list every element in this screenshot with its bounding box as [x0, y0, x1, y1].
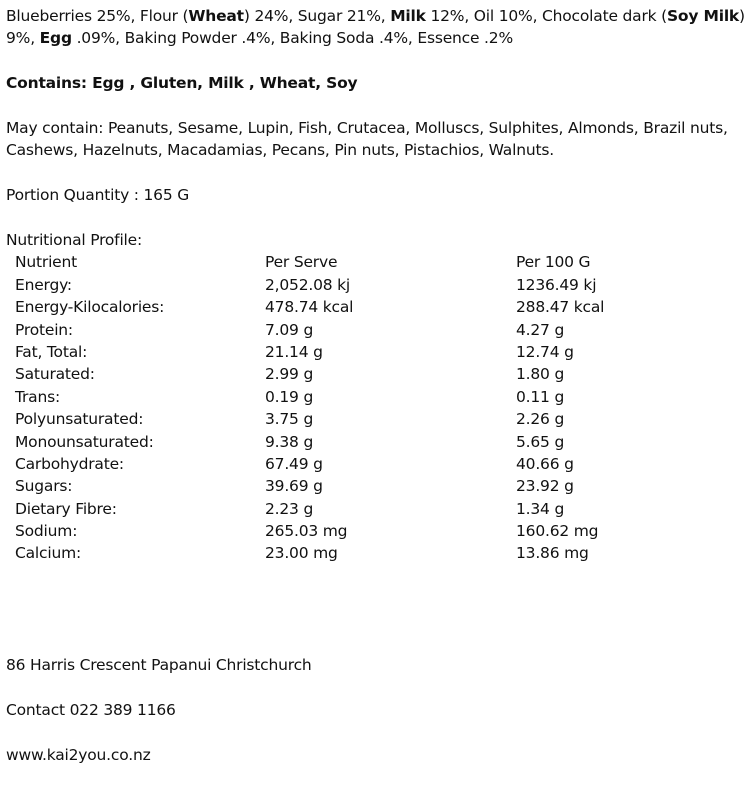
- per-serve-value: 265.03 mg: [265, 522, 348, 541]
- nutrition-row: [6, 453, 746, 475]
- nutrition-row: [6, 542, 746, 564]
- nutrient-name: Saturated:: [15, 365, 95, 384]
- nutrition-row: [6, 319, 746, 341]
- per-serve-value: 21.14 g: [265, 342, 323, 361]
- nutrition-table: [6, 251, 746, 564]
- per-serve-value: 7.09 g: [265, 320, 314, 339]
- allergen-highlight: Egg: [39, 29, 72, 48]
- per-100g-value: 40.66 g: [516, 454, 574, 473]
- allergen-contains: [6, 72, 746, 94]
- portion-quantity: Portion Quantity : 165 G: [6, 186, 190, 205]
- per-100g-value: 1236.49 kj: [516, 275, 597, 294]
- ingredient-text: Blueberries 25%, Flour (: [6, 7, 189, 25]
- may-contain-notice: May contain: Peanuts, Sesame, Lupin, Fish, Crutacea, Molluscs, Sulphites, Almonds, Brazil nuts, Cashews, Hazelnuts, Macadamias, Pecans, Pin nuts, Pistachios, Walnuts.: [6, 119, 728, 160]
- nutrient-name: Energy-Kilocalories:: [15, 298, 165, 317]
- per-serve-value: 2.23 g: [265, 499, 314, 518]
- label-document: [6, 5, 746, 766]
- per-100g-value: 12.74 g: [516, 342, 574, 361]
- ingredient-text: 12%, Oil 10%, Chocolate dark (: [425, 7, 667, 25]
- nutrition-row: [6, 386, 746, 408]
- nutrition-header-row: [6, 251, 746, 273]
- allergen-highlight: Wheat: [188, 7, 244, 25]
- per-100g-value: 5.65 g: [516, 432, 565, 451]
- nutrition-row: [6, 520, 746, 542]
- per-serve-value: 0.19 g: [265, 387, 314, 406]
- per-100g-value: 160.62 mg: [516, 522, 599, 541]
- nutrition-row: [6, 363, 746, 385]
- nutrient-name: Sugars:: [15, 477, 73, 496]
- nutrient-name: Sodium:: [15, 522, 78, 541]
- nutrient-name: Carbohydrate:: [15, 454, 124, 473]
- nutrient-name: Monounsaturated:: [15, 432, 154, 451]
- per-100g-value: 0.11 g: [516, 387, 565, 406]
- nutrient-name: Energy:: [15, 275, 72, 294]
- header-per-serve: Per Serve: [265, 253, 338, 272]
- per-serve-value: 39.69 g: [265, 477, 323, 496]
- per-serve-value: 478.74 kcal: [265, 298, 354, 317]
- nutrition-row: [6, 498, 746, 520]
- address: 86 Harris Crescent Papanui Christchurch: [6, 656, 312, 675]
- nutrient-name: Polyunsaturated:: [15, 410, 144, 429]
- per-serve-value: 23.00 mg: [265, 544, 338, 563]
- ingredient-text: .09%, Baking Powder .4%, Baking Soda .4%, Essence .2%: [71, 29, 513, 48]
- nutrition-row: [6, 475, 746, 497]
- per-serve-value: 67.49 g: [265, 454, 323, 473]
- allergen-highlight: Soy Milk: [666, 7, 740, 25]
- ingredient-text: ) 9%,: [6, 7, 745, 48]
- per-100g-value: 1.34 g: [516, 499, 565, 518]
- nutrition-row: [6, 296, 746, 318]
- allergen-highlight: Milk: [390, 7, 426, 25]
- per-serve-value: 3.75 g: [265, 410, 314, 429]
- per-100g-value: 2.26 g: [516, 410, 565, 429]
- header-per-100g: Per 100 G: [516, 253, 591, 272]
- ingredients-list: [6, 5, 746, 50]
- contact-phone: Contact 022 389 1166: [6, 701, 176, 720]
- per-100g-value: 288.47 kcal: [516, 298, 605, 317]
- per-100g-value: 1.80 g: [516, 365, 565, 384]
- nutrition-heading: Nutritional Profile:: [6, 231, 143, 249]
- header-nutrient: Nutrient: [15, 253, 78, 272]
- per-serve-value: 9.38 g: [265, 432, 314, 451]
- per-100g-value: 13.86 mg: [516, 544, 589, 563]
- allergen-contains-text: Contains: Egg , Gluten, Milk , Wheat, Soy: [6, 74, 358, 93]
- nutrient-name: Protein:: [15, 320, 73, 339]
- nutrition-row: [6, 274, 746, 296]
- per-100g-value: 4.27 g: [516, 320, 565, 339]
- ingredient-text: ) 24%, Sugar 21%,: [243, 7, 391, 25]
- website-link[interactable]: www.kai2you.co.nz: [6, 746, 151, 765]
- nutrient-name: Fat, Total:: [15, 342, 88, 361]
- nutrient-name: Dietary Fibre:: [15, 499, 117, 518]
- nutrient-name: Trans:: [15, 387, 60, 406]
- nutrient-name: Calcium:: [15, 544, 82, 563]
- nutrition-rows: [6, 274, 746, 565]
- per-serve-value: 2,052.08 kj: [265, 275, 351, 294]
- nutrition-row: [6, 341, 746, 363]
- per-100g-value: 23.92 g: [516, 477, 574, 496]
- nutrition-row: [6, 408, 746, 430]
- nutrition-row: [6, 431, 746, 453]
- per-serve-value: 2.99 g: [265, 365, 314, 384]
